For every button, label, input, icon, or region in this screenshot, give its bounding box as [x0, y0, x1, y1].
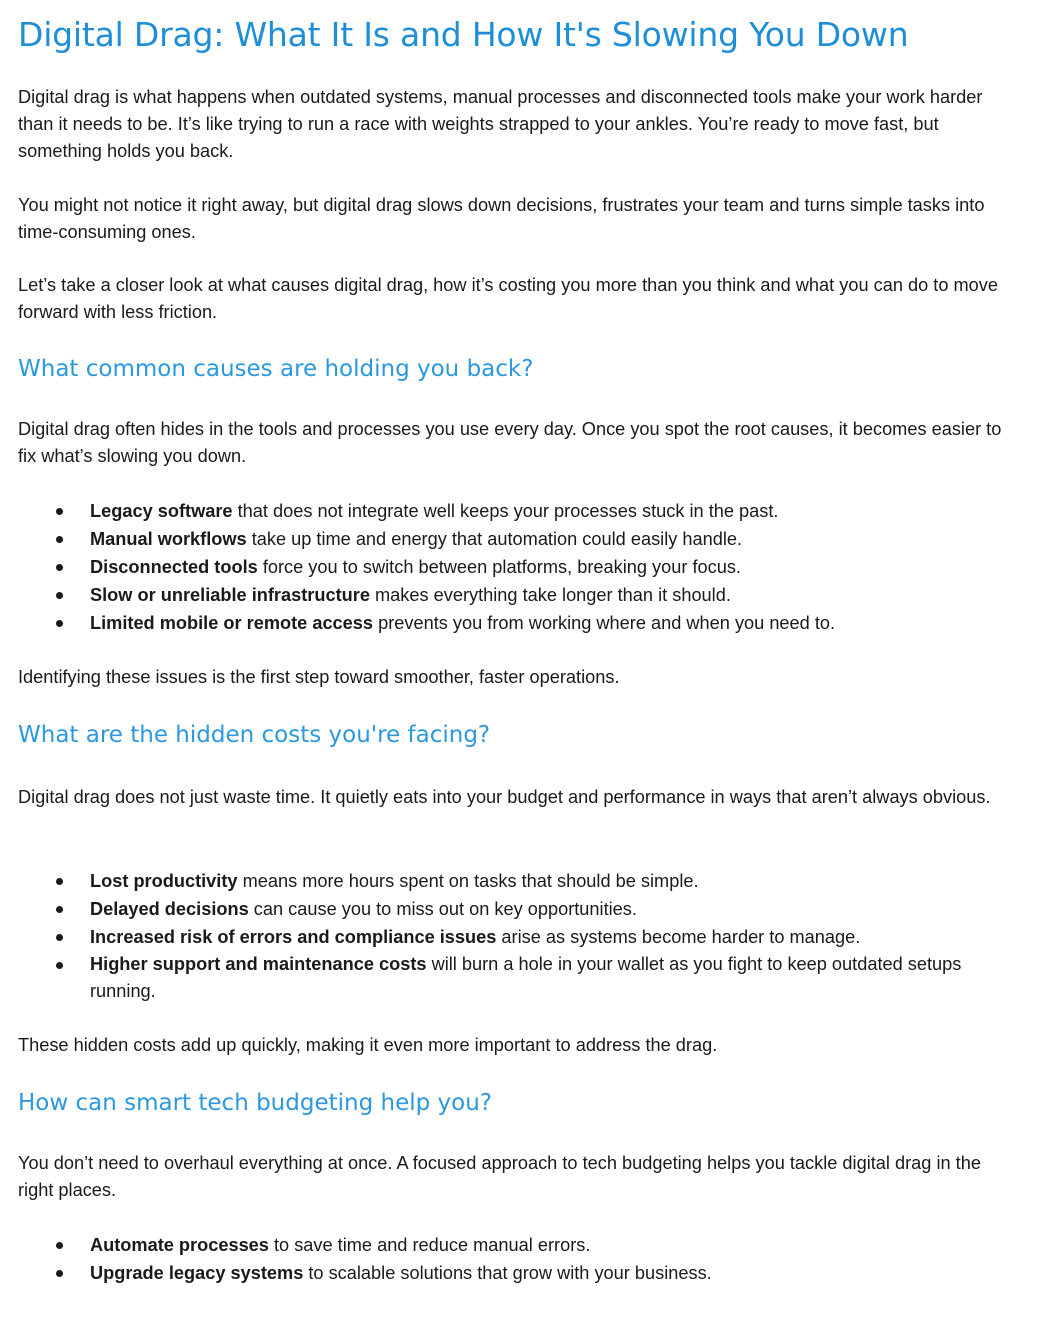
list-item-text: means more hours spent on tasks that should be simple. [237, 871, 699, 891]
list-item-text: take up time and energy that automation could easily handle. [246, 529, 743, 549]
page-title: Digital Drag: What It Is and How It's Slowing You Down [18, 15, 909, 54]
section-heading-budgeting: How can smart tech budgeting help you? [18, 1090, 493, 1116]
list-item [18, 923, 1018, 951]
list-item [18, 609, 1018, 637]
list-item-bold: Increased risk of errors and compliance issues [90, 927, 497, 947]
budgeting-list [18, 1231, 1018, 1287]
costs-list [18, 867, 1018, 1005]
list-item-bold: Slow or unreliable infrastructure [90, 585, 370, 605]
list-item-text: can cause you to miss out on key opportunities. [248, 899, 637, 919]
list-item-bold: Automate processes [90, 1235, 269, 1255]
causes-list [18, 497, 1018, 637]
list-item [18, 895, 1018, 923]
list-item-text: prevents you from working where and when you need to. [373, 613, 836, 633]
list-item [18, 525, 1018, 553]
section-heading-costs: What are the hidden costs you're facing? [18, 722, 491, 748]
list-item [18, 1231, 1018, 1259]
list-item-text: force you to switch between platforms, breaking your focus. [257, 557, 741, 577]
list-item-bold: Disconnected tools [90, 557, 258, 577]
list-item-bold: Higher support and maintenance costs [90, 954, 427, 974]
list-item-bold: Upgrade legacy systems [90, 1263, 304, 1283]
intro-paragraph-3: Let’s take a closer look at what causes digital drag, how it’s costing you more than you think and what you can do to move forward with less friction. [18, 275, 998, 322]
section-closing-causes: Identifying these issues is the first step toward smoother, faster operations. [18, 667, 620, 687]
intro-paragraph-1: Digital drag is what happens when outdated systems, manual processes and disconnected tools make your work harder than it needs to be. It’s like trying to run a race with weights strapped to your ankles. You’re ready to move fast, but something holds you back. [18, 87, 983, 161]
list-item [18, 1259, 1018, 1287]
list-item-text: will burn a hole in your wallet as you fight to keep outdated setups running. [90, 954, 962, 1001]
section-closing-costs: These hidden costs add up quickly, making it even more important to address the drag. [18, 1035, 718, 1055]
list-item-bold: Legacy software [90, 501, 233, 521]
section-lead-costs: Digital drag does not just waste time. It quietly eats into your budget and performance in ways that aren’t always obvious. [18, 787, 991, 807]
list-item [18, 497, 1018, 525]
list-item [18, 951, 1018, 1005]
list-item-bold: Limited mobile or remote access [90, 613, 374, 633]
list-item-text: to save time and reduce manual errors. [268, 1235, 591, 1255]
list-item-text: arise as systems become harder to manage. [496, 927, 861, 947]
intro-paragraph-2: You might not notice it right away, but digital drag slows down decisions, frustrates your team and turns simple tasks into time-consuming ones. [18, 195, 985, 242]
list-item-text: to scalable solutions that grow with your business. [303, 1263, 712, 1283]
section-lead-causes: Digital drag often hides in the tools and processes you use every day. Once you spot the root causes, it becomes easier to fix what’s slowing you down. [18, 419, 1002, 466]
list-item-bold: Manual workflows [90, 529, 247, 549]
section-heading-causes: What common causes are holding you back? [18, 356, 534, 382]
list-item-bold: Delayed decisions [90, 899, 249, 919]
section-lead-budgeting: You don’t need to overhaul everything at once. A focused approach to tech budgeting helps you tackle digital drag in the right places. [18, 1153, 981, 1200]
list-item [18, 867, 1018, 895]
list-item [18, 553, 1018, 581]
list-item [18, 581, 1018, 609]
list-item-text: that does not integrate well keeps your processes stuck in the past. [232, 501, 779, 521]
list-item-text: makes everything take longer than it should. [369, 585, 731, 605]
list-item-bold: Lost productivity [90, 871, 238, 891]
